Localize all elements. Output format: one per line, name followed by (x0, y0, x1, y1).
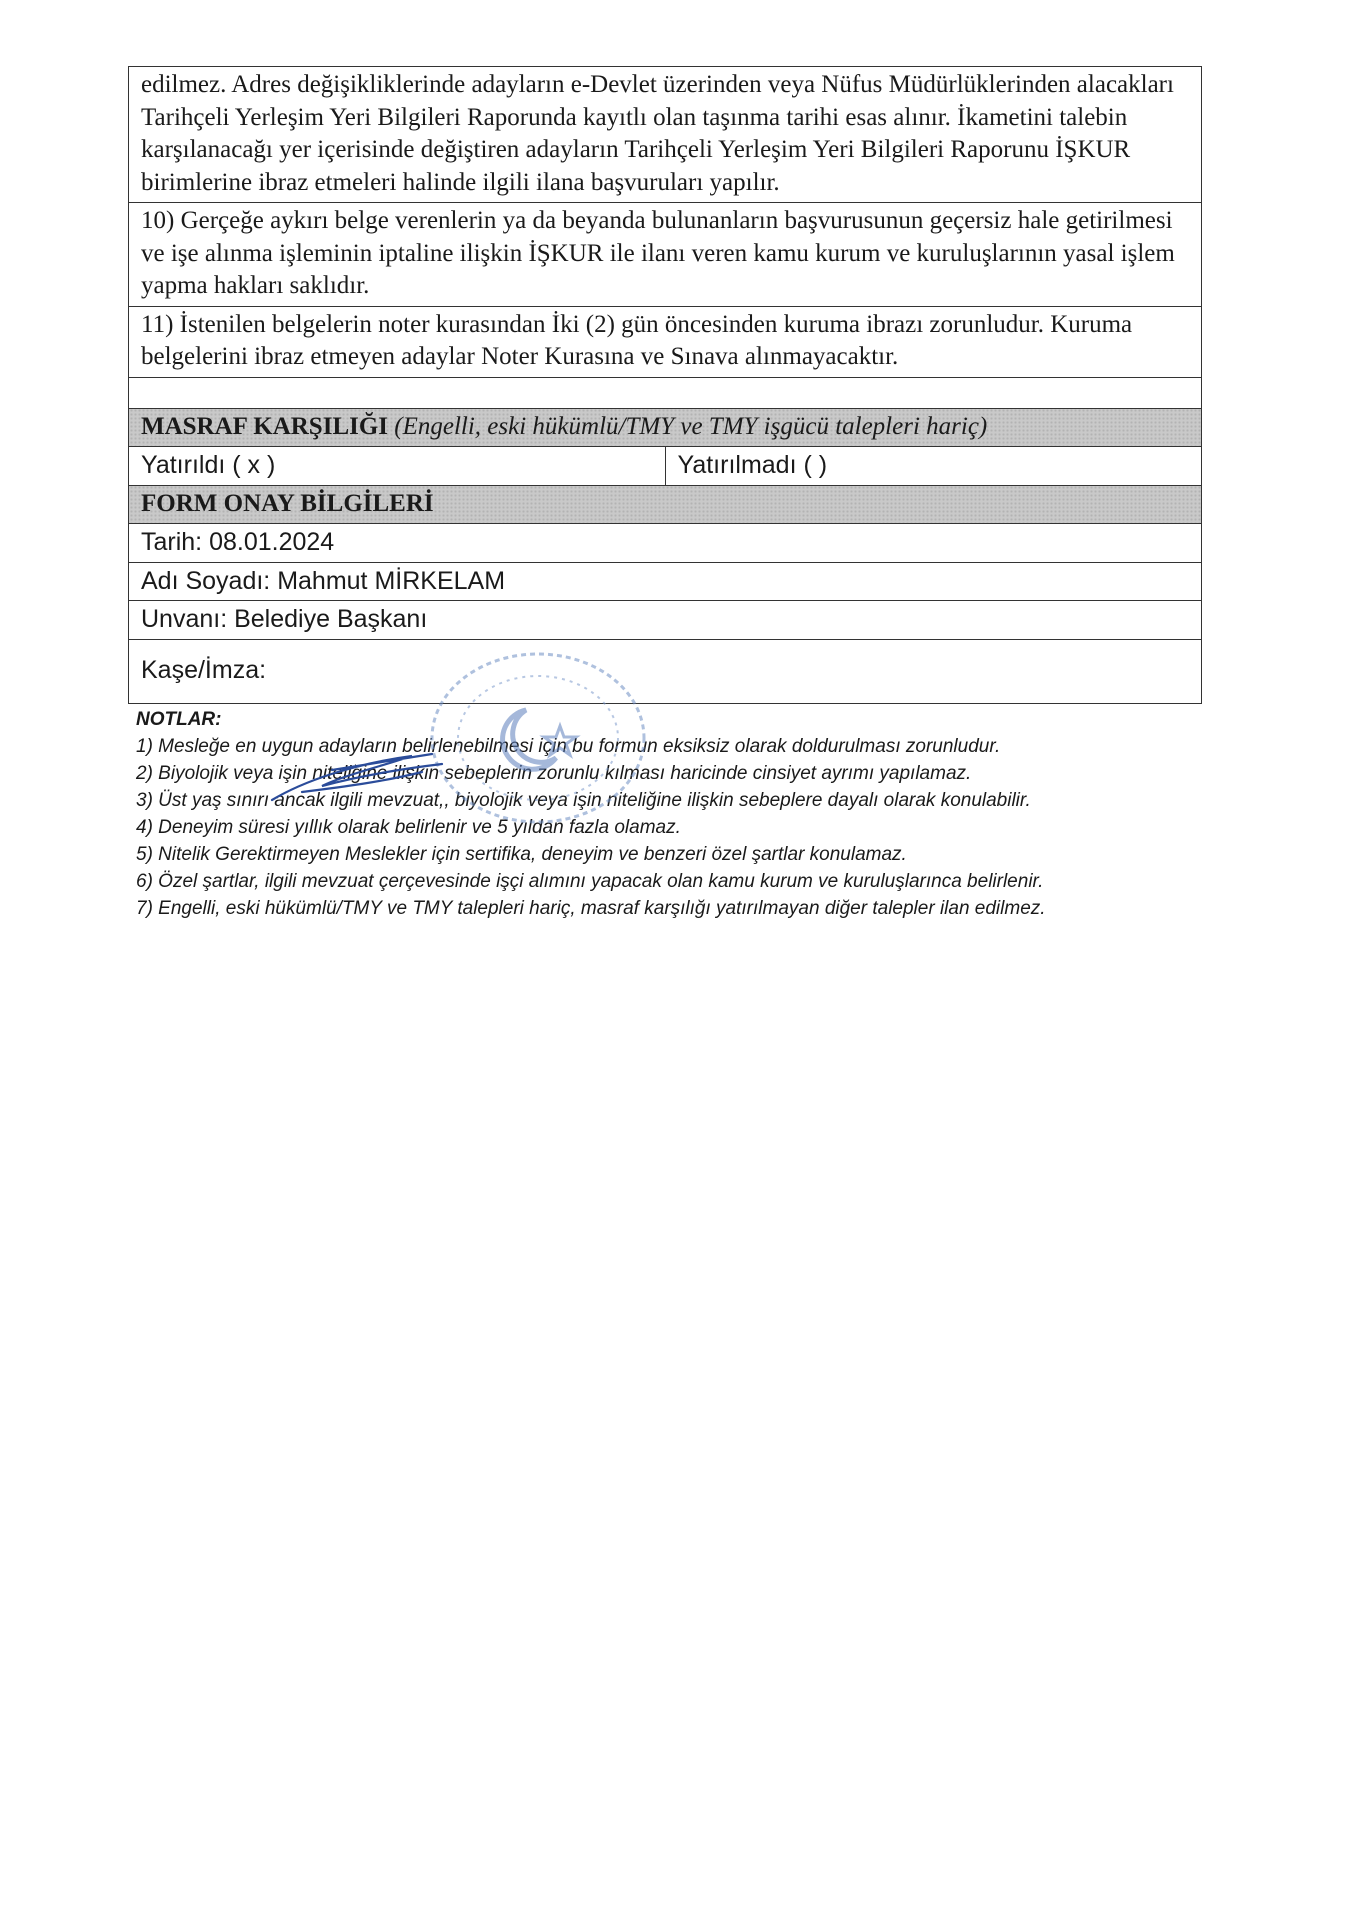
approval-header-row (129, 485, 1202, 524)
position-row (129, 601, 1202, 640)
note-item: 5) Nitelik Gerektirmeyen Meslekler için sertifika, deneyim ve benzeri özel şartlar konulamaz. (136, 843, 907, 865)
unpaid-option: Yatırılmadı ( ) (665, 447, 1202, 486)
approval-position: Unvanı: Belediye Başkanı (129, 601, 1202, 640)
clause-row (129, 203, 1202, 307)
notes-section (128, 706, 1196, 922)
clause-row (129, 67, 1202, 203)
masraf-subtitle: (Engelli, eski hükümlü/TMY ve TMY işgücü talepleri hariç) (394, 412, 988, 440)
spacer-row (129, 377, 1202, 408)
clause-row (129, 306, 1202, 377)
paid-option: Yatırıldı ( x ) (129, 447, 666, 486)
clause-10: 10) Gerçeğe aykırı belge verenlerin ya da beyanda bulunanların başvurusunun geçersiz hale getirilmesi ve işe alınma işleminin iptaline ilişkin İŞKUR ile ilanı veren kamu kurum ve kuruluşlarının yasal işlem yapma hakları saklıdır. (129, 203, 1202, 307)
notes-heading: NOTLAR: (136, 708, 222, 730)
signature-label: Kaşe/İmza: (129, 639, 1202, 703)
clause-11: 11) İstenilen belgelerin noter kurasından İki (2) gün öncesinden kuruma ibrazı zorunludur. Kuruma belgelerini ibraz etmeyen adaylar Noter Kurasına ve Sınava alınmayacaktır. (129, 306, 1202, 377)
masraf-header (129, 408, 1202, 447)
masraf-title: MASRAF KARŞILIĞI (141, 412, 389, 440)
date-row (129, 524, 1202, 563)
masraf-header-row (129, 408, 1202, 447)
name-row (129, 562, 1202, 601)
signature-row (129, 639, 1202, 703)
note-item: 3) Üst yaş sınırı ancak ilgili mevzuat,, biyolojik veya işin niteliğine ilişkin sebeplere dayalı olarak konulabilir. (136, 789, 1031, 811)
note-item: 4) Deneyim süresi yıllık olarak belirlenir ve 5 yıldan fazla olamaz. (136, 816, 681, 838)
approval-date: Tarih: 08.01.2024 (129, 524, 1202, 563)
note-item: 7) Engelli, eski hükümlü/TMY ve TMY talepleri hariç, masraf karşılığı yatırılmayan diğer talepler ilan edilmez. (136, 897, 1046, 919)
note-item: 6) Özel şartlar, ilgili mevzuat çerçevesinde işçi alımını yapacak olan kamu kurum ve kuruluşlarınca belirlenir. (136, 870, 1044, 892)
note-item: 1) Mesleğe en uygun adayların belirlenebilmesi için bu formun eksiksiz olarak doldurulması zorunludur. (136, 735, 1001, 757)
approval-header: FORM ONAY BİLGİLERİ (129, 485, 1202, 524)
approval-name: Adı Soyadı: Mahmut MİRKELAM (129, 562, 1202, 601)
masraf-options-row (129, 447, 1202, 486)
form-table (128, 66, 1202, 704)
empty-cell (129, 377, 1202, 408)
note-item: 2) Biyolojik veya işin niteliğine ilişkin sebeplerin zorunlu kılması haricinde cinsiyet ayrımı yapılamaz. (136, 762, 972, 784)
form-page (128, 66, 1202, 922)
clause-9-continuation: edilmez. Adres değişikliklerinde adayların e-Devlet üzerinden veya Nüfus Müdürlüklerinden alacakları Tarihçeli Yerleşim Yeri Bilgileri Raporunda kayıtlı olan taşınma tarihi esas alınır. İkametini talebin karşılanacağı yer içerisinde değiştiren adayların Tarihçeli Yerleşim Yeri Bilgileri Raporunu İŞKUR birimlerine ibraz etmeleri halinde ilgili ilana başvuruları yapılır. (129, 67, 1202, 203)
